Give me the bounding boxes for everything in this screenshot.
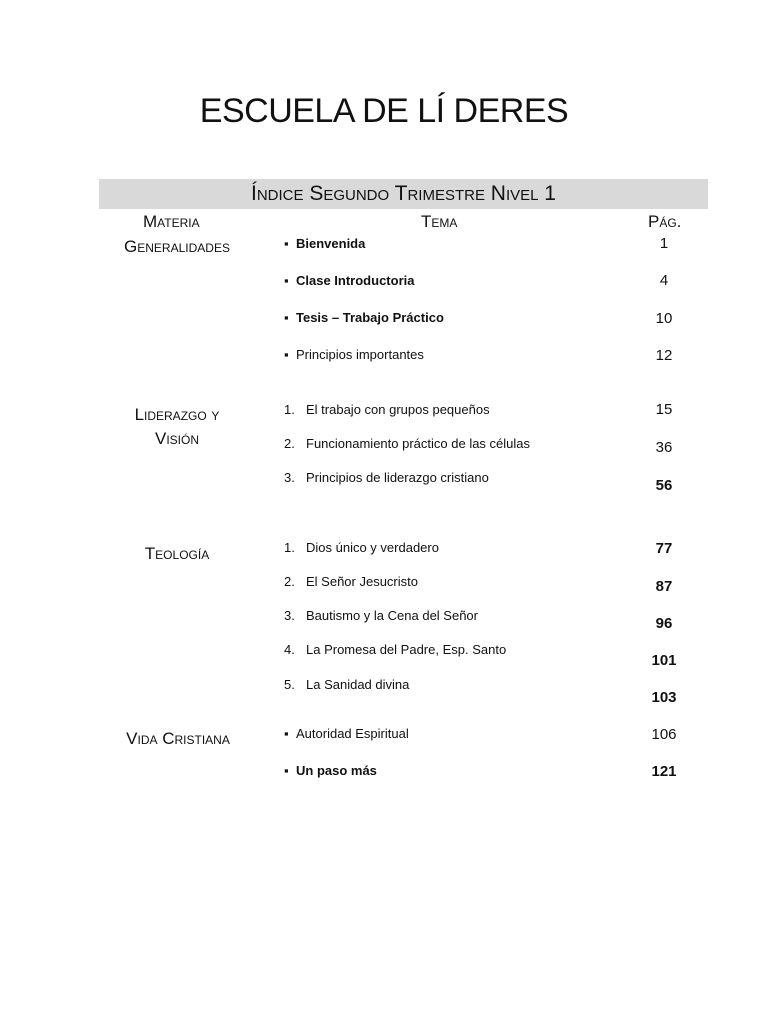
category-liderazgo-line1: Liderazgo y [134,405,220,424]
category-vida-cristiana: Vida Cristiana [126,729,230,748]
category-teologia: Teología [144,544,210,563]
page-number: 1 [659,235,669,252]
number-marker: 1. [284,402,295,417]
bullet-marker: ▪ [284,273,289,288]
page-number: 101 [651,652,677,669]
bullet-marker: ▪ [284,347,289,362]
item-title: Autoridad Espiritual [296,726,409,741]
category-liderazgo-line2: Visión [154,429,199,448]
list-item [284,347,424,362]
page-number: 10 [655,310,673,327]
list-item [284,402,490,417]
page-number: 96 [655,615,673,632]
number-marker: 2. [284,574,295,589]
list-item [284,236,365,251]
page-number: 12 [655,347,673,364]
number-marker: 1. [284,540,295,555]
category-generalidades: Generalidades [124,237,230,256]
number-marker: 5. [284,677,295,692]
list-item [284,642,506,657]
item-title: Principios importantes [296,347,424,362]
item-title: Principios de liderazgo cristiano [306,470,489,485]
page-number: 36 [655,439,673,456]
list-item [284,726,409,741]
number-marker: 3. [284,470,295,485]
item-title: La Sanidad divina [306,677,410,692]
header-pag: Pág. [648,212,682,231]
list-item [284,763,377,778]
page-number: 56 [655,477,673,494]
page-number: 121 [651,763,677,780]
index-banner: Índice Segundo Trimestre Nivel 1 [99,179,708,209]
list-item [284,310,444,325]
page-number: 106 [651,726,677,743]
item-title: Clase Introductoria [296,273,415,288]
item-title: Un paso más [296,763,377,778]
item-title: Tesis – Trabajo Práctico [296,310,444,325]
list-item [284,608,478,623]
number-marker: 2. [284,436,295,451]
list-item [284,540,439,555]
list-item [284,436,530,451]
item-title: El trabajo con grupos pequeños [306,402,490,417]
bullet-marker: ▪ [284,763,289,778]
list-item [284,677,409,692]
number-marker: 4. [284,642,295,657]
item-title: Bautismo y la Cena del Señor [306,608,478,623]
page-number: 4 [659,272,669,289]
bullet-marker: ▪ [284,726,289,741]
header-materia: Materia [143,212,200,231]
item-title: Dios único y verdadero [306,540,439,555]
page-number: 77 [655,540,673,557]
number-marker: 3. [284,608,295,623]
item-title: Funcionamiento práctico de las células [306,436,531,451]
item-title: El Señor Jesucristo [306,574,418,589]
page-number: 87 [655,578,673,595]
header-tema: Tema [421,212,458,231]
item-title: Bienvenida [296,236,366,251]
item-title: La Promesa del Padre, Esp. Santo [306,642,507,657]
bullet-marker: ▪ [284,310,289,325]
page-number: 103 [651,689,677,706]
document-title: ESCUELA DE LÍ DERES [199,92,569,130]
bullet-marker: ▪ [284,236,289,251]
list-item [284,470,489,485]
page-number: 15 [655,401,673,418]
list-item [284,273,414,288]
list-item [284,574,418,589]
